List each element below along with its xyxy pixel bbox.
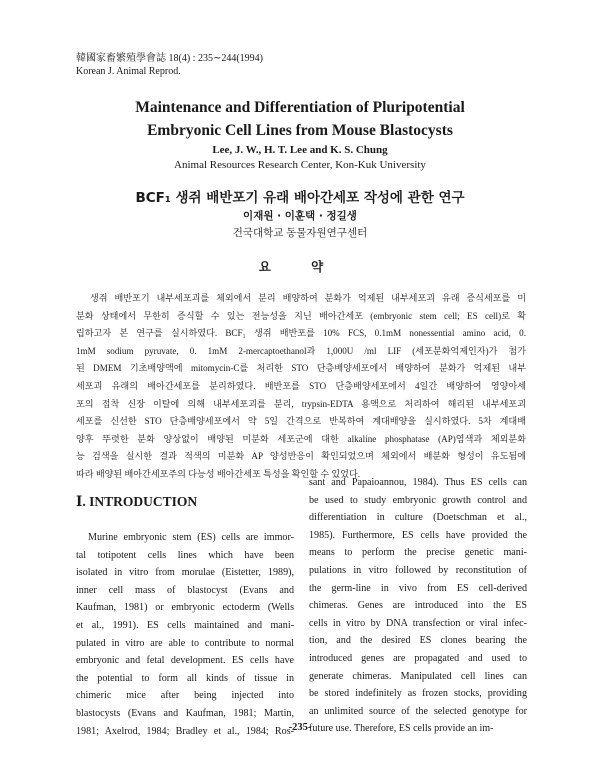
intro-line: pulations in vitro followed by reconstitution of [309,564,527,576]
intro-line: chimeras. Genes are introduced into the ES [309,600,527,612]
introduction-heading: Ⅰ. INTRODUCTION [76,494,198,509]
paper-title-line-2: Embryonic Cell Lines from Mouse Blastocysts [147,122,453,139]
page-number: -235- [288,722,312,733]
abstract-line: 생쥐 배반포기 내부세포괴를 체외에서 분리 배양하여 분화가 억제된 내부세포괴 유래 증식세포를 미 [90,293,526,303]
intro-line: 1981; Axelrod, 1984; Bradley et al., 1984; Ros- [76,725,294,737]
journal-korean: 韓國家畜繁殖學會誌 18(4) : 235∼244(1994) [76,53,263,64]
abstract-line: 1mM sodium pyruvate, 0. 1mM 2-mercaptoethanol과 1,000U /ml LIF (세포분화억제인자)가 첨가 [76,345,526,356]
abstract-line: 포의 접착 신장 이탈에 의해 내부세포괴를 분리, trypsin-EDTA 용액으로 처리하여 해리된 내부세포괴 [76,398,526,409]
intro-line: tion, and the desired ES clones bearing the [309,635,527,647]
intro-line: isolated in vitro from morulae (Eistetter, 1989), [76,567,294,579]
korean-title: BCF₁ 생쥐 배반포기 유래 배아간세포 작성에 관한 연구 [135,190,465,206]
intro-line: be used to study embryonic growth control and [309,494,527,506]
intro-line: cells in vitro by DNA transfection or viral infec- [309,617,527,629]
abstract-line: 능 검색을 실시한 결과 적색의 미분화 AP 양성반응이 확인되었으며 체외에서 배분화 형성이 유도됨에 [76,451,526,462]
abstract-line: 따라 배양된 배아간세포주의 다능성 배아간세포 특성을 확인할 수 있었다. [76,468,360,479]
abstract-line: 분화 상태에서 무한히 증식할 수 있는 전능성을 지닌 배아간세포 (embryonic stem cell; ES cell)로 확 [76,310,526,321]
intro-line: inner cell mass of blastocyst (Evans and [76,584,294,596]
intro-line: be stored indefinitely as frozen stocks, providing [309,688,527,700]
intro-line: Murine embryonic stem (ES) cells are immor- [88,532,294,543]
abstract-line: 립하고자 본 연구를 실시하였다. BCF₁ 생쥐 배반포를 10% FCS, 0.1mM nonessential amino acid, 0. [76,328,526,339]
intro-line: introduced genes are propagated and used to [309,652,527,664]
abstract-line: 세포를 신선한 STO 단층배양세포에서 약 5일 간격으로 반복하여 계대배양을 실시하였다. 5차 계대배 [76,416,526,427]
intro-line: Kaufman, 1981) or embryonic ectoderm (Wells [76,602,294,614]
introduction-left-column [76,529,294,740]
intro-line: the germ-line in vivo from ES cell-derived [309,582,527,594]
intro-line: tal totipotent cells lines which have been [76,549,294,561]
korean-abstract [76,290,526,484]
intro-line: et al., 1991). ES cells maintained and mani- [76,619,294,631]
intro-line: generate chimeras. Manipulated cell lines can [309,670,527,682]
paper-affiliation: Animal Resources Research Center, Kon-Kuk University [174,159,426,171]
intro-line: future use. Therefore, ES cells provide an im- [309,723,494,735]
paper-title [0,96,600,142]
intro-line: differentiation in culture (Doetschman et al., [309,512,527,524]
abstract-line: 된 DMEM 기초배양액에 mitomycin-C를 처리한 STO 단층배양세포에서 배양하여 분화가 억제된 내부 [76,363,526,374]
intro-line: means to perform the precise genetic mani- [309,547,527,559]
intro-line: 1985). Furthermore, ES cells have provided the [309,529,527,541]
abstract-line: 세포괴 유래의 배아간세포를 분리하였다. 배반포를 STO 단층배양세포에서 4일간 배양하여 영양아세 [76,380,526,391]
abstract-line: 양후 뚜렷한 분화 양상없이 배양된 미분화 세포군에 대한 alkaline phosphatase (AP)염색과 체외분화 [76,433,526,444]
introduction-right-column [309,474,527,738]
paper-title-line-1: Maintenance and Differentiation of Pluripotential [135,99,465,116]
abstract-heading: 요 약 [258,259,342,274]
intro-line: blastocysts (Evans and Kaufman, 1981; Martin, [76,707,294,719]
intro-line: an unlimited source of the selected genotype for [309,705,527,717]
intro-line: pulated in vitro are able to contribute to normal [76,637,294,649]
korean-authors: 이재원 · 이훈택 · 정길생 [243,210,357,222]
intro-line: chimeric mice after being injected into [76,690,294,702]
korean-affiliation: 건국대학교 동물자원연구센터 [232,228,368,239]
intro-line: embryonic and fetal development. ES cells have [76,655,294,667]
intro-line: the potential to form all kinds of tissue in [76,672,294,684]
paper-authors: Lee, J. W., H. T. Lee and K. S. Chung [212,144,388,156]
intro-line: sant and Papaioannou, 1984). Thus ES cells can [309,477,527,488]
journal-citation [76,52,263,78]
journal-english: Korean J. Animal Reprod. [76,66,181,77]
